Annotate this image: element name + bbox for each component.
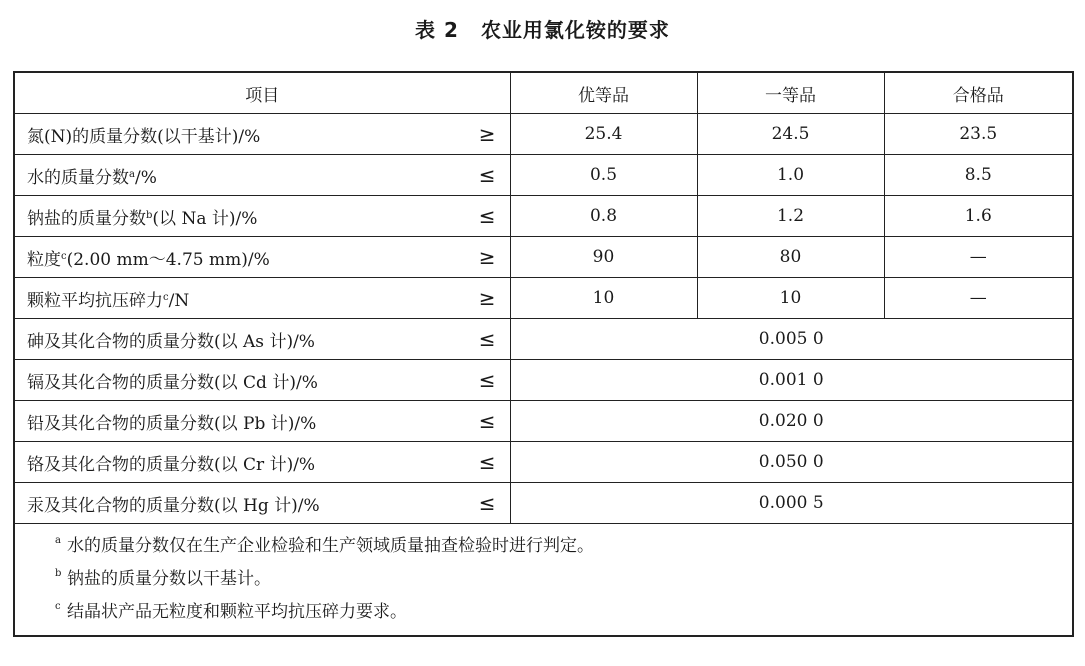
row-label-cell bbox=[14, 360, 510, 401]
table-header-row bbox=[14, 72, 1073, 114]
value-cell: 0.5 bbox=[510, 155, 697, 196]
comparison-symbol: ≤ bbox=[478, 327, 496, 351]
footnote bbox=[55, 596, 1072, 629]
table-row bbox=[14, 237, 1073, 278]
comparison-symbol: ≤ bbox=[478, 368, 496, 392]
value-cell: 8.5 bbox=[884, 155, 1073, 196]
footnote-ref: c bbox=[163, 291, 169, 303]
table-row bbox=[14, 196, 1073, 237]
row-label-suffix: (以 Na 计)/% bbox=[152, 208, 258, 229]
table-row bbox=[14, 114, 1073, 155]
value-cell: 1.6 bbox=[884, 196, 1073, 237]
value-cell-all-grades: 0.050 0 bbox=[510, 442, 1073, 483]
comparison-symbol: ≤ bbox=[478, 491, 496, 515]
comparison-symbol: ≤ bbox=[478, 163, 496, 187]
value-cell: 0.8 bbox=[510, 196, 697, 237]
comparison-symbol: ≤ bbox=[478, 204, 496, 228]
table-row bbox=[14, 360, 1073, 401]
row-label-suffix: /N bbox=[168, 290, 190, 311]
comparison-symbol: ≤ bbox=[478, 409, 496, 433]
row-label: 粒度 bbox=[27, 249, 61, 270]
row-label-cell bbox=[14, 196, 510, 237]
value-cell: 10 bbox=[697, 278, 884, 319]
header-qualified-grade: 合格品 bbox=[884, 72, 1073, 114]
table-row bbox=[14, 442, 1073, 483]
row-label-cell bbox=[14, 483, 510, 524]
footnote bbox=[55, 563, 1072, 596]
header-item: 项目 bbox=[14, 72, 510, 114]
row-label-suffix: /% bbox=[134, 167, 157, 188]
table-row bbox=[14, 278, 1073, 319]
value-cell: 25.4 bbox=[510, 114, 697, 155]
value-cell-all-grades: 0.005 0 bbox=[510, 319, 1073, 360]
row-label-cell bbox=[14, 442, 510, 483]
table-notes bbox=[14, 524, 1073, 637]
row-label-cell bbox=[14, 401, 510, 442]
row-label-cell bbox=[14, 114, 510, 155]
value-cell-all-grades: 0.020 0 bbox=[510, 401, 1073, 442]
footnote-mark: c bbox=[55, 601, 61, 612]
footnote-ref: c bbox=[61, 250, 67, 262]
table-row bbox=[14, 401, 1073, 442]
table-caption bbox=[0, 14, 1085, 43]
footnote-ref: b bbox=[146, 209, 153, 221]
footnote-text: 水的质量分数仅在生产企业检验和生产领域质量抽查检验时进行判定。 bbox=[67, 536, 594, 556]
value-cell: 90 bbox=[510, 237, 697, 278]
value-cell: — bbox=[884, 278, 1073, 319]
value-cell-all-grades: 0.001 0 bbox=[510, 360, 1073, 401]
table-notes-row bbox=[14, 524, 1073, 637]
footnote-mark: b bbox=[55, 568, 62, 579]
comparison-symbol: ≤ bbox=[478, 450, 496, 474]
row-label: 氮(N)的质量分数(以干基计)/% bbox=[27, 126, 261, 147]
row-label: 砷及其化合物的质量分数(以 As 计)/% bbox=[27, 331, 315, 352]
comparison-symbol: ≥ bbox=[478, 122, 496, 146]
table-number: 表 2 bbox=[415, 18, 459, 42]
row-label: 铅及其化合物的质量分数(以 Pb 计)/% bbox=[27, 413, 317, 434]
value-cell: 24.5 bbox=[697, 114, 884, 155]
row-label-suffix: (2.00 mm～4.75 mm)/% bbox=[66, 249, 270, 270]
row-label: 颗粒平均抗压碎力 bbox=[27, 290, 163, 311]
footnote-text: 结晶状产品无粒度和颗粒平均抗压碎力要求。 bbox=[67, 602, 407, 622]
value-cell: 23.5 bbox=[884, 114, 1073, 155]
table-row bbox=[14, 319, 1073, 360]
row-label: 铬及其化合物的质量分数(以 Cr 计)/% bbox=[27, 454, 316, 475]
header-first-grade: 一等品 bbox=[697, 72, 884, 114]
value-cell: 80 bbox=[697, 237, 884, 278]
row-label: 钠盐的质量分数 bbox=[27, 208, 146, 229]
value-cell: 10 bbox=[510, 278, 697, 319]
row-label-cell bbox=[14, 237, 510, 278]
table-title: 农业用氯化铵的要求 bbox=[480, 18, 670, 42]
row-label: 镉及其化合物的质量分数(以 Cd 计)/% bbox=[27, 372, 318, 393]
row-label-cell bbox=[14, 278, 510, 319]
comparison-symbol: ≥ bbox=[478, 286, 496, 310]
comparison-symbol: ≥ bbox=[478, 245, 496, 269]
row-label-cell bbox=[14, 155, 510, 196]
footnote bbox=[55, 530, 1072, 563]
header-superior-grade: 优等品 bbox=[510, 72, 697, 114]
value-cell: 1.2 bbox=[697, 196, 884, 237]
footnote-ref: a bbox=[129, 168, 135, 180]
value-cell: — bbox=[884, 237, 1073, 278]
footnote-text: 钠盐的质量分数以干基计。 bbox=[67, 569, 271, 589]
table-row bbox=[14, 483, 1073, 524]
row-label: 汞及其化合物的质量分数(以 Hg 计)/% bbox=[27, 495, 320, 516]
footnote-mark: a bbox=[55, 535, 61, 546]
value-cell-all-grades: 0.000 5 bbox=[510, 483, 1073, 524]
requirements-table bbox=[13, 71, 1074, 637]
row-label-cell bbox=[14, 319, 510, 360]
value-cell: 1.0 bbox=[697, 155, 884, 196]
table-row bbox=[14, 155, 1073, 196]
row-label: 水的质量分数 bbox=[27, 167, 129, 188]
